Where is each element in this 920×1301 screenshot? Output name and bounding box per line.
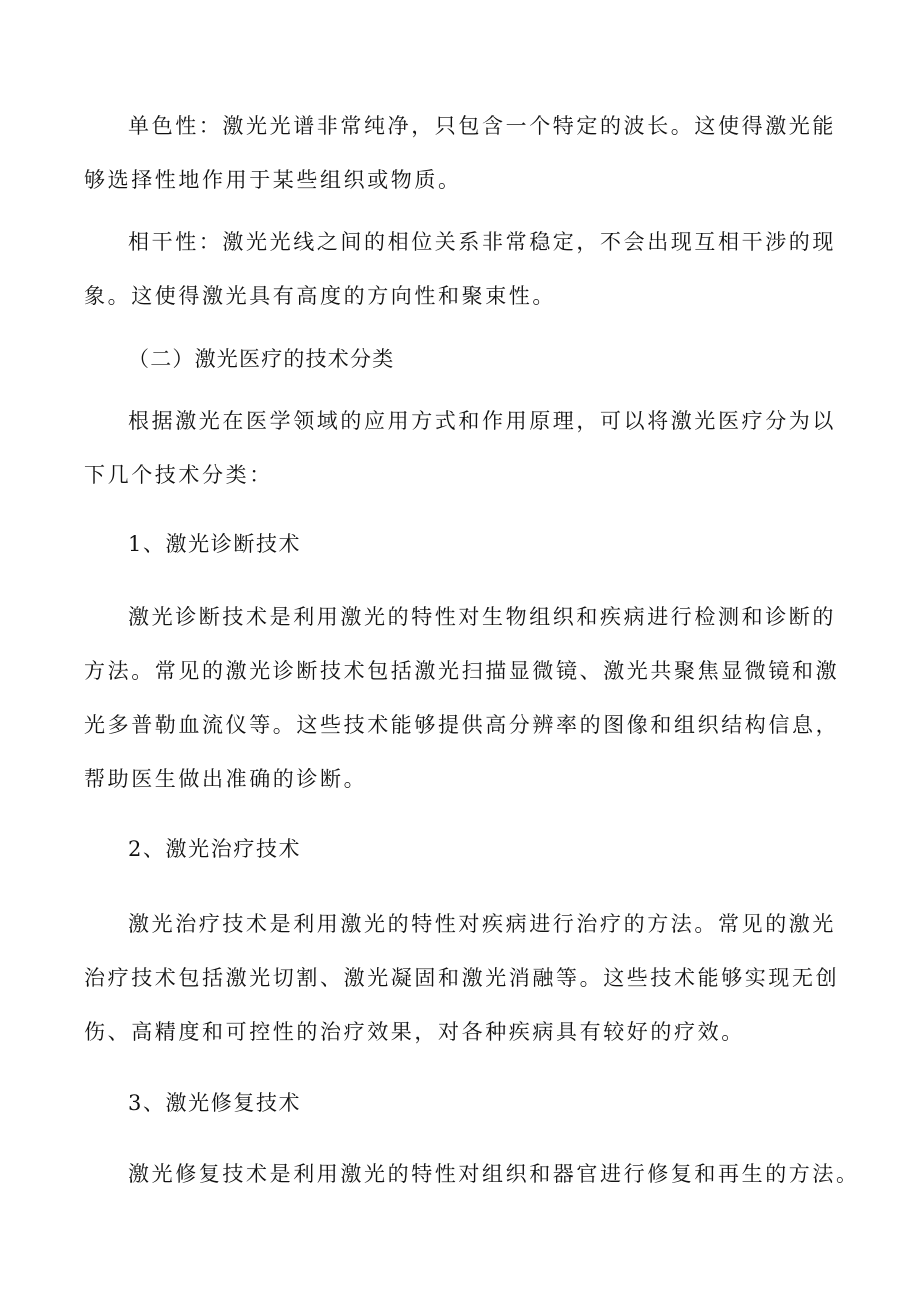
- paragraph-diagnosis-line-4: 帮助医生做出准确的诊断。: [84, 767, 368, 791]
- paragraph-monochrome-line-1: 单色性：激光光谱非常纯净，只包含一个特定的波长。这使得激光能: [128, 114, 836, 138]
- heading-laser-diagnosis: 1、激光诊断技术: [128, 532, 302, 556]
- paragraph-treatment-line-3: 伤、高精度和可控性的治疗效果，对各种疾病具有较好的疗效。: [84, 1020, 745, 1044]
- paragraph-treatment-line-1: 激光治疗技术是利用激光的特性对疾病进行治疗的方法。常见的激光: [128, 912, 836, 936]
- heading-laser-repair: 3、激光修复技术: [128, 1091, 302, 1115]
- paragraph-diagnosis-line-3: 光多普勒血流仪等。这些技术能够提供高分辨率的图像和组织结构信息，: [84, 713, 840, 737]
- paragraph-monochrome-line-2: 够选择性地作用于某些组织或物质。: [84, 168, 462, 192]
- paragraph-diagnosis-line-2: 方法。常见的激光诊断技术包括激光扫描显微镜、激光共聚焦显微镜和激: [84, 659, 840, 683]
- paragraph-coherence-line-1: 相干性：激光光线之间的相位关系非常稳定，不会出现互相干涉的现: [128, 230, 836, 254]
- paragraph-coherence-line-2: 象。这使得激光具有高度的方向性和聚束性。: [84, 284, 556, 308]
- paragraph-intro-line-2: 下几个技术分类：: [84, 463, 273, 487]
- heading-laser-treatment: 2、激光治疗技术: [128, 837, 302, 861]
- paragraph-intro-line-1: 根据激光在医学领域的应用方式和作用原理，可以将激光医疗分为以: [128, 409, 836, 433]
- paragraph-repair-line-1: 激光修复技术是利用激光的特性对组织和器官进行修复和再生的方法。: [128, 1162, 860, 1186]
- paragraph-diagnosis-line-1: 激光诊断技术是利用激光的特性对生物组织和疾病进行检测和诊断的: [128, 605, 836, 629]
- paragraph-treatment-line-2: 治疗技术包括激光切割、激光凝固和激光消融等。这些技术能够实现无创: [84, 966, 840, 990]
- section-heading: （二）激光医疗的技术分类: [128, 347, 395, 371]
